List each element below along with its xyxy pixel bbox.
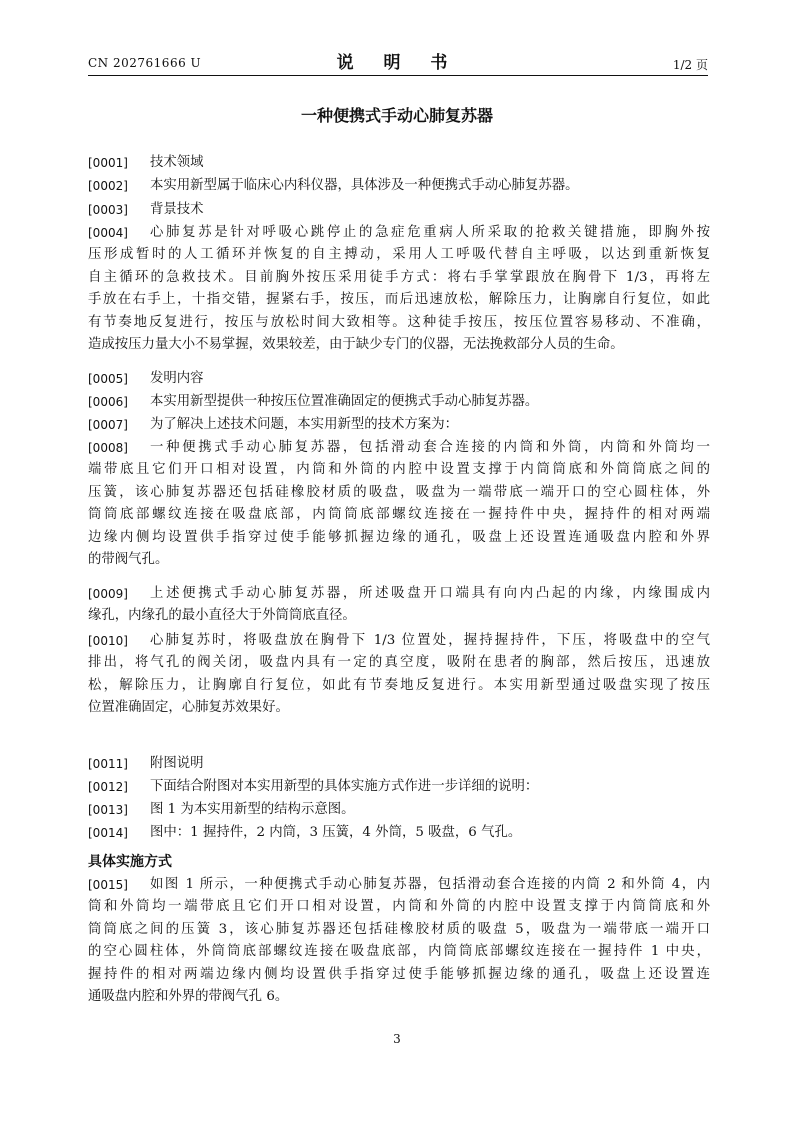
- paragraph-line: 如图 1 所示，一种便携式手动心肺复苏器，包括滑动套合连接的内筒 2 和外筒 4，内: [150, 877, 710, 892]
- paragraph-line: 排出，将气孔的阀关闭，吸盘内具有一定的真空度，吸附在患者的胸部，然后按压，迅速放: [88, 655, 710, 671]
- header-rule: [88, 75, 708, 76]
- paragraph: [88, 222, 710, 356]
- paragraph-line: 位置准确固定，心肺复苏效果好。: [88, 700, 289, 716]
- paragraph-line: 筒筒底部螺纹连接在吸盘底部，内筒筒底部螺纹连接在一握持件中央，握持件的相对两端: [88, 507, 710, 523]
- paragraph: [88, 368, 710, 390]
- paragraph: [88, 799, 710, 821]
- section-title: 说 明 书: [336, 53, 460, 73]
- paragraph-number: [0008]: [88, 441, 128, 455]
- paragraph-line: 发明内容: [150, 371, 204, 386]
- paragraph: [88, 175, 710, 197]
- paragraph-line: 图 1 为本实用新型的结构示意图。: [150, 802, 355, 817]
- paragraph-number: [0004]: [88, 226, 128, 240]
- paragraph-number: [0001]: [88, 156, 128, 170]
- paragraph-number: [0005]: [88, 372, 128, 386]
- paragraph: [88, 753, 710, 775]
- paragraph-line: 边缘内侧均设置供手指穿过使手能够抓握边缘的通孔，吸盘上还设置连通吸盘内腔和外界: [88, 529, 710, 545]
- paragraph-line: 背景技术: [150, 202, 204, 217]
- paragraph-number: [0006]: [88, 395, 128, 409]
- page-number: 3: [393, 1032, 401, 1046]
- paragraph-number: [0009]: [88, 587, 128, 601]
- paragraph-line: 造成按压力量大小不易掌握，效果较差，由于缺少专门的仪器，无法挽救部分人员的生命。: [88, 337, 624, 353]
- paragraph-line: 筒和外筒均一端带底且它们开口相对设置，内筒和外筒的内腔中设置支撑于内筒筒底和外: [88, 899, 710, 915]
- paragraph-line: 本实用新型属于临床心内科仪器，具体涉及一种便携式手动心肺复苏器。: [150, 178, 579, 193]
- paragraph-line: 通吸盘内腔和外界的带阀气孔 6。: [88, 989, 289, 1005]
- paragraph-number: [0014]: [88, 826, 128, 840]
- paragraph: [88, 822, 710, 844]
- document-title: 一种便携式手动心肺复苏器: [300, 106, 493, 125]
- paragraph-line: 上述便携式手动心肺复苏器，所述吸盘开口端具有向内凸起的内缘，内缘围成内: [150, 586, 710, 601]
- paragraph: [88, 414, 710, 436]
- paragraph: [88, 391, 710, 413]
- page-header: [88, 44, 708, 76]
- paragraph-line: 松，解除压力，让胸廓自行复位，如此有节奏地反复进行。本实用新型通过吸盘实现了按压: [88, 677, 710, 693]
- paragraph-number: [0011]: [88, 757, 128, 771]
- paragraph-number: [0007]: [88, 418, 128, 432]
- paragraph-line: 附图说明: [150, 756, 204, 771]
- paragraph-line: 的空心圆柱体，外筒筒底部螺纹连接在吸盘底部，内筒筒底部螺纹连接在一握持件 1 中央，: [88, 944, 710, 960]
- paragraph: [88, 583, 710, 628]
- paragraph-line: 技术领域: [150, 155, 204, 170]
- doc-number: CN 202761666 U: [88, 56, 202, 70]
- paragraph: [88, 776, 710, 798]
- paragraph-line: 手放在右手上，十指交错，握紧右手，按压，而后迅速放松，解除压力，让胸廓自行复位，如此: [88, 292, 710, 308]
- paragraph-line: 为了解决上述技术问题，本实用新型的技术方案为：: [150, 417, 458, 432]
- paragraph-line: 端带底且它们开口相对设置，内筒和外筒的内腔中设置支撑于内筒筒底和外筒筒底之间的: [88, 462, 710, 478]
- page-info: 1/2 页: [672, 58, 708, 72]
- paragraph-line: 有节奏地反复进行，按压与放松时间大致相等。这种徒手按压，按压位置容易移动、不准确，: [88, 314, 710, 330]
- paragraph: [88, 874, 710, 1008]
- paragraph-line: 握持件的相对两端边缘内侧均设置供手指穿过使手能够抓握边缘的通孔，吸盘上还设置连: [88, 966, 710, 982]
- paragraph-line: 图中：1 握持件，2 内筒，3 压簧，4 外筒，5 吸盘，6 气孔。: [150, 825, 522, 840]
- paragraph-number: [0013]: [88, 803, 128, 817]
- paragraph-line: 一种便携式手动心肺复苏器，包括滑动套合连接的内筒和外筒，内筒和外筒均一: [150, 440, 710, 455]
- paragraph-line: 本实用新型提供一种按压位置准确固定的便携式手动心肺复苏器。: [150, 394, 539, 409]
- paragraph-number: [0010]: [88, 634, 128, 648]
- paragraph-line: 自主循环的急救技术。目前胸外按压采用徒手方式：将右手掌掌跟放在胸骨下 1/3，再将左: [88, 269, 710, 285]
- paragraph-line: 缘孔，内缘孔的最小直径大于外筒筒底直径。: [88, 608, 356, 624]
- paragraph-number: [0003]: [88, 203, 128, 217]
- paragraph-number: [0015]: [88, 878, 128, 892]
- paragraph-line: 心肺复苏时，将吸盘放在胸骨下 1/3 位置处，握持握持件，下压，将吸盘中的空气: [150, 633, 710, 648]
- paragraph-line: 筒筒底之间的压簧 3，该心肺复苏器还包括硅橡胶材质的吸盘 5，吸盘为一端带底一端开口: [88, 921, 710, 937]
- paragraph-line: 压簧，该心肺复苏器还包括硅橡胶材质的吸盘，吸盘为一端带底一端开口的空心圆柱体，外: [88, 484, 710, 500]
- paragraph-line: 的带阀气孔。: [88, 552, 169, 568]
- paragraph-number: [0012]: [88, 780, 128, 794]
- paragraph-line: 压形成暂时的人工循环并恢复的自主搏动，采用人工呼吸代替自主呼吸，以达到重新恢复: [88, 247, 710, 263]
- paragraph-number: [0002]: [88, 179, 128, 193]
- paragraph: [88, 199, 710, 221]
- paragraph: [88, 437, 710, 571]
- paragraph: [88, 152, 710, 174]
- paragraph: [88, 630, 710, 720]
- section-heading: 具体实施方式: [88, 854, 172, 870]
- paragraph-line: 心肺复苏是针对呼吸心跳停止的急症危重病人所采取的抢救关键措施，即胸外按: [150, 225, 710, 240]
- paragraph-line: 下面结合附图对本实用新型的具体实施方式作进一步详细的说明：: [150, 779, 539, 794]
